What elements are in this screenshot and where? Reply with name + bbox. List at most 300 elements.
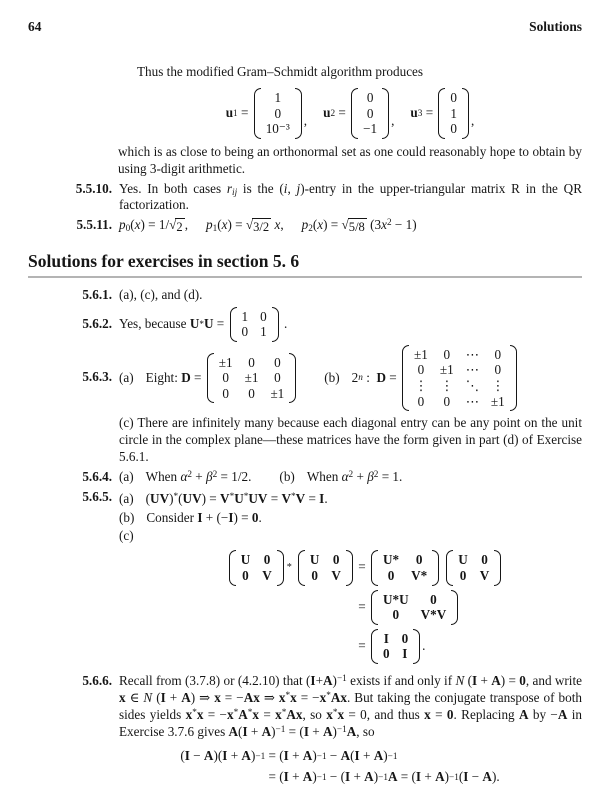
text-run: . But taking the conjugate transpose of both sides yields (119, 689, 582, 722)
text-run: u (225, 104, 234, 120)
text-run: When (306, 468, 342, 484)
text-run: I (228, 509, 234, 525)
text-run: Recall from (3.7.8) or (4.2.10) that ( (119, 672, 311, 688)
item-text (119, 489, 582, 546)
text-run: A (387, 769, 398, 785)
text-run: = 1/2. (217, 468, 252, 484)
text-run: ) (169, 490, 174, 506)
matrix-cell: 0 (415, 552, 423, 568)
text-run: . Replacing (453, 706, 519, 722)
matrix-cell: ⋯ (465, 346, 479, 362)
matrix (230, 307, 279, 342)
matrix (298, 550, 353, 585)
spacer (134, 377, 146, 378)
paren-right-icon (382, 88, 389, 139)
text-run: , (391, 112, 395, 128)
equation-rhs (265, 748, 499, 765)
text-run: ) = (500, 672, 520, 688)
text-run: N (455, 672, 465, 688)
matrix-body (413, 345, 506, 411)
text-run: ) (332, 723, 337, 739)
text-run: A (302, 769, 313, 785)
text-run: = (237, 104, 252, 120)
text-run: A (181, 689, 191, 705)
text-run: = (213, 315, 228, 331)
matrix-cell: U* (382, 552, 400, 568)
text-run: )( (213, 748, 223, 764)
matrix-cell: 0 (274, 370, 281, 386)
item-label: 5.6.2. (82, 315, 112, 331)
text-run: UV (182, 490, 202, 506)
text-run: . (324, 490, 328, 506)
matrix-cell: ⋮ (440, 377, 454, 393)
text-run: = − (203, 706, 227, 722)
item-label: 5.5.10. (75, 180, 112, 196)
text-run: Ax (243, 689, 260, 705)
text-run: * (233, 706, 239, 717)
matrix-body (449, 88, 458, 139)
text-run: ) (312, 748, 317, 764)
text-run: p (205, 217, 213, 233)
sqrt (169, 218, 185, 235)
text-run: . (258, 509, 262, 525)
text-run: Eight: (145, 369, 182, 385)
item-5-6-1 (28, 287, 582, 304)
matrix-cell: 0 (274, 105, 282, 121)
text-run: ) (312, 769, 317, 785)
equation-block-565c (148, 550, 582, 663)
item-label: 5.6.6. (82, 672, 112, 688)
section-heading: Solutions for exercises in section 5. 6 (28, 250, 300, 271)
text-run: . (422, 637, 426, 653)
text-run: I (283, 748, 289, 764)
matrix (371, 629, 420, 664)
text-run: I (345, 769, 351, 785)
matrix-body (309, 550, 342, 585)
paren-right-icon (277, 550, 284, 585)
matrix-cell: 0 (450, 121, 458, 137)
text-run: x (274, 217, 281, 233)
text-run: α (341, 468, 349, 484)
spacer (441, 567, 444, 568)
text-run: = ( (285, 723, 304, 739)
text-run: ) = (227, 217, 246, 233)
text-run: + (288, 769, 303, 785)
equation-rhs (355, 550, 503, 585)
text-run: x (227, 706, 234, 722)
matrix (371, 550, 439, 585)
text-run: , (287, 180, 297, 196)
text-run: −1 (316, 751, 327, 762)
paragraph-gs-lead: Thus the modified Gram–Schmidt algorithm produces (137, 64, 424, 80)
text-run: (3 (366, 217, 382, 233)
text-run: (a) (119, 490, 134, 506)
text-run: + (353, 468, 368, 484)
item-text (119, 345, 582, 466)
text-run: , (184, 217, 188, 233)
text-run: V (295, 490, 306, 506)
text-run: + (165, 689, 182, 705)
text-run: A (261, 723, 272, 739)
text-run: 1 (233, 107, 238, 118)
text-run: ⇒ (199, 689, 215, 705)
paren-left-icon (446, 550, 453, 585)
text-run: is the ( (237, 180, 284, 196)
item-text (119, 181, 582, 215)
text-run: (a) (119, 468, 134, 484)
text-run: ( (145, 490, 151, 506)
text-run: I (319, 490, 325, 506)
sqrt (342, 218, 367, 235)
matrix-cell: 0 (248, 354, 255, 370)
paren-right-icon (289, 353, 296, 404)
item-label: 5.5.11. (76, 217, 112, 233)
text-run: ( (464, 672, 472, 688)
paren-right-icon (272, 307, 279, 342)
text-run: x (337, 706, 345, 722)
text-run: ( (178, 490, 183, 506)
page-header (28, 18, 582, 35)
text-run: A (364, 769, 374, 785)
heading-rule (28, 276, 582, 278)
matrix (371, 590, 458, 625)
text-run: When (145, 468, 181, 484)
text-run: = 1. (378, 468, 403, 484)
text-run: 2 (308, 223, 313, 234)
matrix-body (382, 550, 428, 585)
text-run: = − (296, 689, 320, 705)
text-run: in Exercise 3.7.6 gives (119, 706, 583, 739)
text-run: * (173, 490, 179, 501)
text-run: A (519, 706, 529, 722)
subitem-a (119, 491, 582, 508)
subitem-b (119, 510, 582, 527)
subitem-c-tag: (c) (119, 528, 134, 544)
matrix (351, 88, 389, 139)
spacer (251, 480, 279, 481)
paragraph-563c: (c) There are infinitely many because each diagonal entry can be any point on the unit circle in the complex plane—these matrices have the form given in part (d) of Exercise 5.6.1. (119, 415, 582, 464)
text-run: A (491, 672, 501, 688)
text-run: x (326, 706, 333, 722)
text-run: ) = (233, 509, 252, 525)
text-run: ) = (323, 217, 342, 233)
text-run: A (302, 748, 313, 764)
matrix-cell: ±1 (244, 370, 259, 386)
text-run: x (290, 689, 297, 705)
text-run: 0 (519, 672, 526, 688)
text-run: U (203, 315, 214, 331)
text-run: A (241, 748, 251, 764)
text-run: I (242, 723, 248, 739)
text-run: I (283, 769, 289, 785)
text-run: I (463, 769, 469, 785)
text-run: ) (332, 672, 337, 688)
text-run: I (184, 748, 190, 764)
equation-rhs (265, 769, 499, 786)
text-run: x (185, 706, 193, 722)
text-run: β (206, 468, 213, 484)
text-run: ( (217, 217, 222, 233)
text-run: ) = 1/ (140, 217, 170, 233)
text-run: = (305, 490, 320, 506)
matrix-cell: 0 (450, 90, 458, 106)
paren-right-icon (462, 88, 469, 139)
display-u-vectors (118, 88, 582, 139)
spacer (293, 567, 296, 568)
matrix-cell: V (262, 567, 272, 583)
text-run: + (− (202, 509, 229, 525)
spacer (284, 228, 302, 229)
matrix-cell: 0 (417, 362, 425, 378)
equation-lhs (227, 629, 355, 664)
text-run: 2 (348, 468, 354, 479)
spacer (307, 113, 323, 114)
equation-lhs (180, 769, 265, 786)
text-run: x (319, 689, 327, 705)
text-run: −1 (336, 723, 347, 734)
text-run: 0 (446, 706, 454, 722)
text-run: ( (130, 217, 135, 233)
text-run: = (335, 104, 350, 120)
text-run: 2 (330, 107, 336, 118)
text-run: u (410, 104, 418, 120)
display-d-matrices (119, 345, 582, 411)
text-run: j (296, 180, 301, 196)
text-run: ∈ (125, 689, 144, 705)
text-run: 1 (212, 223, 218, 234)
matrix-cell: ±1 (218, 354, 233, 370)
sqrt (246, 218, 271, 235)
item-text (119, 469, 582, 486)
text-run: −1 (316, 772, 327, 783)
spacer (134, 521, 146, 522)
text-run: x (119, 689, 126, 705)
matrix-body (241, 307, 268, 342)
item-5-6-5 (28, 489, 582, 546)
paren-left-icon (351, 88, 358, 139)
text-run: = (385, 369, 401, 385)
matrix-cell: 0 (222, 370, 229, 386)
matrix-cell: ±1 (490, 393, 505, 409)
text-run: , so (302, 706, 327, 722)
text-run: * (192, 706, 197, 717)
text-run: −1 (378, 772, 388, 783)
text-run: UV (248, 490, 268, 506)
text-run: + (288, 748, 303, 764)
text-run: : (362, 369, 377, 385)
text-run: 0 (251, 509, 259, 525)
matrix-cell: ⋮ (414, 377, 428, 393)
text-run: D (376, 369, 386, 385)
text-run: ( (350, 748, 355, 764)
matrix-cell: 0 (481, 552, 488, 568)
matrix (446, 550, 501, 585)
text-run: I (160, 689, 166, 705)
text-run: ( (458, 769, 464, 785)
text-run: = (190, 369, 205, 385)
text-run: * (247, 706, 253, 717)
item-5-6-3 (28, 345, 582, 466)
text-run: A (203, 748, 214, 764)
matrix-cell: U*U (382, 591, 409, 607)
matrix-cell: 0 (430, 591, 437, 607)
text-run: x (381, 217, 387, 233)
text-run: (a), (c), and (d). (119, 286, 203, 302)
item-5-5-10 (28, 181, 582, 215)
text-run: UV (150, 490, 170, 506)
text-run: u (323, 104, 331, 120)
matrix (229, 550, 284, 585)
radicand: 2 (176, 220, 183, 235)
spacer (394, 113, 410, 114)
matrix-cell: 0 (387, 567, 395, 583)
paren-right-icon (413, 629, 420, 664)
text-run: * (229, 490, 235, 501)
matrix-cell: 0 (366, 90, 374, 106)
text-run: 2 (386, 217, 392, 228)
equation-block-566 (98, 748, 582, 786)
equation-rhs (355, 629, 503, 664)
paren-right-icon (451, 590, 458, 625)
item-5-5-11 (28, 217, 582, 235)
text-run: Yes. In both cases (119, 180, 227, 196)
paragraph-gs-tail: which is as close to being an orthonormal set as one could reasonably hope to obtain by using 3-digit arithmetic. (118, 143, 582, 176)
matrix-cell: 0 (222, 385, 229, 401)
text-run: A (323, 672, 333, 688)
matrix-cell: V*V (420, 607, 447, 623)
matrix-cell: 0 (443, 393, 451, 409)
text-run: D (181, 369, 191, 385)
text-run: A (340, 748, 351, 764)
matrix-cell: 0 (242, 567, 249, 583)
text-run: 2 (187, 468, 192, 479)
text-run: (b) (279, 468, 295, 484)
text-run: ) (444, 769, 450, 785)
text-run: ) (271, 723, 276, 739)
matrix (402, 345, 517, 411)
matrix-cell: ⋮ (491, 377, 505, 393)
matrix-cell: 0 (332, 552, 340, 568)
matrix-cell: V (479, 567, 490, 583)
text-run: − ( (326, 769, 345, 785)
text-run: = (354, 598, 369, 614)
text-run: x (196, 706, 204, 722)
paren-left-icon (438, 88, 445, 139)
text-run: 0 (125, 223, 131, 234)
spacer (340, 377, 352, 378)
matrix-cell: 0 (494, 362, 502, 378)
matrix-cell: 0 (366, 105, 374, 121)
radical-icon: √ (341, 217, 349, 233)
text-run: α (180, 468, 188, 484)
text-run: −1 (255, 751, 266, 762)
text-run: ( (238, 723, 243, 739)
equation-rhs (355, 590, 503, 625)
text-run: + (192, 468, 207, 484)
paren-right-icon (295, 88, 302, 139)
item-text (119, 217, 582, 235)
item-label: 5.6.1. (82, 286, 112, 302)
text-run: Consider (146, 509, 198, 525)
equation-lhs (227, 590, 355, 625)
text-run: , so (356, 723, 375, 739)
radicand: 3/2 (253, 220, 270, 235)
matrix-body (382, 590, 447, 625)
matrix-body (382, 629, 409, 664)
text-run: )-entry in the upper-triangular matrix R in the QR factorization. (119, 180, 582, 213)
matrix-cell: 0 (443, 346, 451, 362)
matrix-cell: 0 (263, 552, 271, 568)
matrix-cell: 0 (392, 607, 400, 623)
paren-left-icon (230, 307, 237, 342)
item-label: 5.6.4. (82, 468, 112, 484)
text-run: + (247, 723, 262, 739)
paren-left-icon (229, 550, 236, 585)
text-run: + (421, 769, 436, 785)
paren-right-icon (510, 345, 517, 411)
text-run: + (315, 672, 323, 688)
text-run: A (322, 723, 333, 739)
text-run: r (226, 180, 232, 196)
text-run: (b) (119, 509, 135, 525)
text-run: x (214, 689, 221, 705)
matrix-body (218, 353, 286, 404)
text-run: , and write (525, 672, 582, 688)
radical-icon: √ (169, 217, 177, 233)
page-number: 64 (28, 19, 42, 34)
matrix (207, 353, 297, 404)
matrix (438, 88, 469, 139)
matrix-cell: ±1 (414, 346, 428, 362)
text-run: V (220, 490, 230, 506)
item-5-6-6 (28, 673, 582, 741)
text-run: − 1) (391, 217, 417, 233)
text-run: −1 (275, 723, 286, 734)
text-run: A (238, 706, 248, 722)
matrix-cell: U (309, 552, 320, 568)
spacer (134, 502, 146, 503)
matrix-cell: ±1 (270, 385, 285, 401)
item-label: 5.6.5. (82, 488, 112, 504)
text-run: + (350, 769, 365, 785)
text-run: i (283, 180, 288, 196)
text-run: = (430, 706, 447, 722)
paren-left-icon (371, 590, 378, 625)
text-run: = (354, 559, 369, 575)
text-run: −1 (336, 672, 347, 683)
text-run: −1 (387, 751, 398, 762)
text-run: = (267, 490, 282, 506)
matrix-cell: V* (411, 567, 428, 583)
text-run: I (303, 723, 309, 739)
paren-right-icon (346, 550, 353, 585)
item-5-6-4 (28, 469, 582, 486)
item-text (119, 287, 582, 304)
text-run: A (373, 748, 384, 764)
matrix-cell: 1 (260, 324, 267, 340)
matrix-cell: −1 (363, 121, 378, 137)
text-run: Ax (330, 689, 347, 705)
text-run: * (243, 490, 249, 501)
spacer (298, 377, 324, 378)
text-run: , (303, 112, 308, 128)
text-run: , (471, 112, 475, 128)
text-run: * (281, 706, 287, 717)
text-run: ). (491, 769, 500, 785)
item-text (119, 307, 582, 342)
text-run: ) (373, 769, 379, 785)
text-run: − (468, 769, 483, 785)
